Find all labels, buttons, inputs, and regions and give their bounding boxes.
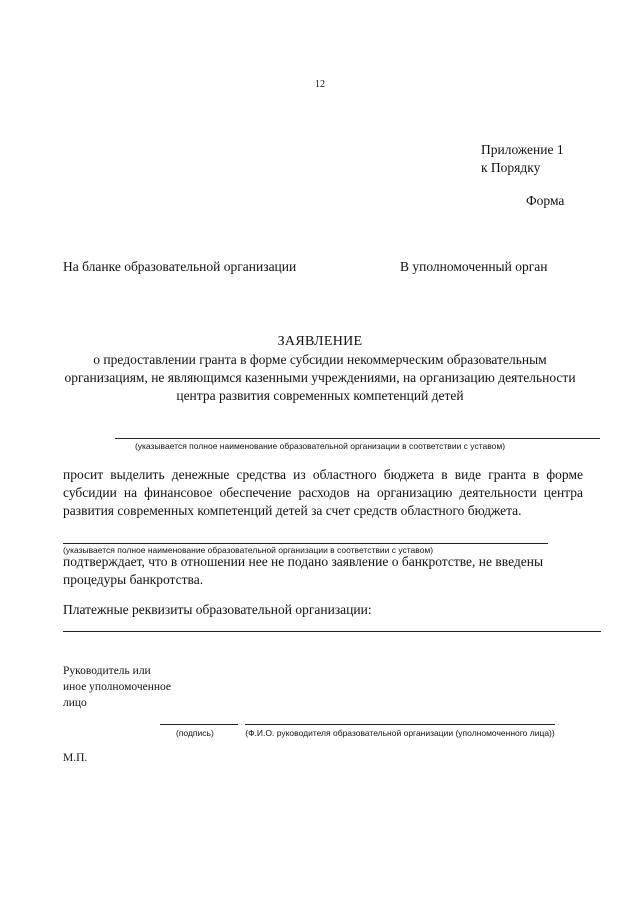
page-number: 12 (315, 79, 325, 90)
request-paragraph: просит выделить денежные средства из областного бюджета в виде гранта в форме субсидии на финансовое обеспечение расходов на организацию деятельности центра развития современных компетенций детей за счет средств областного бюджета. (63, 467, 583, 518)
fio-hint: (Ф.И.О. руководителя образовательной организации (уполномоченного лица)) (245, 728, 555, 738)
document-title: ЗАЯВЛЕНИЕ (277, 334, 363, 349)
confirmation-paragraph: подтверждает, что в отношении нее не подано заявление о банкротстве, не введены процедуры банкротства. (63, 554, 544, 587)
payment-details-label: Платежные реквизиты образовательной организации: (63, 602, 372, 617)
signatory-label: Руководитель или иное уполномоченное лицо (63, 665, 172, 709)
stamp-label: М.П. (63, 752, 88, 764)
signature-hint: (подпись) (176, 728, 214, 738)
document-subject: о предоставлении гранта в форме субсидии некоммерческим образовательным организациям, не являющимся казенными учреждениями, на организацию деятельности центра развития современных компетенций детей (64, 352, 576, 403)
org-name-hint-1: (указывается полное наименование образовательной организации в соответствии с уставом) (134, 441, 506, 451)
letterhead-note: На бланке образовательной организации (63, 259, 297, 274)
fio-line (245, 724, 555, 725)
addressee: В уполномоченный орган (400, 259, 548, 274)
procedure-label: к Порядку (481, 160, 541, 175)
org-name-line-2 (63, 543, 548, 544)
org-name-line-1 (115, 438, 600, 439)
appendix-label: Приложение 1 (481, 142, 564, 157)
payment-details-line (63, 631, 601, 632)
org-name-hint-2: (указывается полное наименование образовательной организации в соответствии с уставом) (63, 545, 434, 555)
signature-line (160, 724, 238, 725)
form-label: Форма (526, 193, 565, 208)
